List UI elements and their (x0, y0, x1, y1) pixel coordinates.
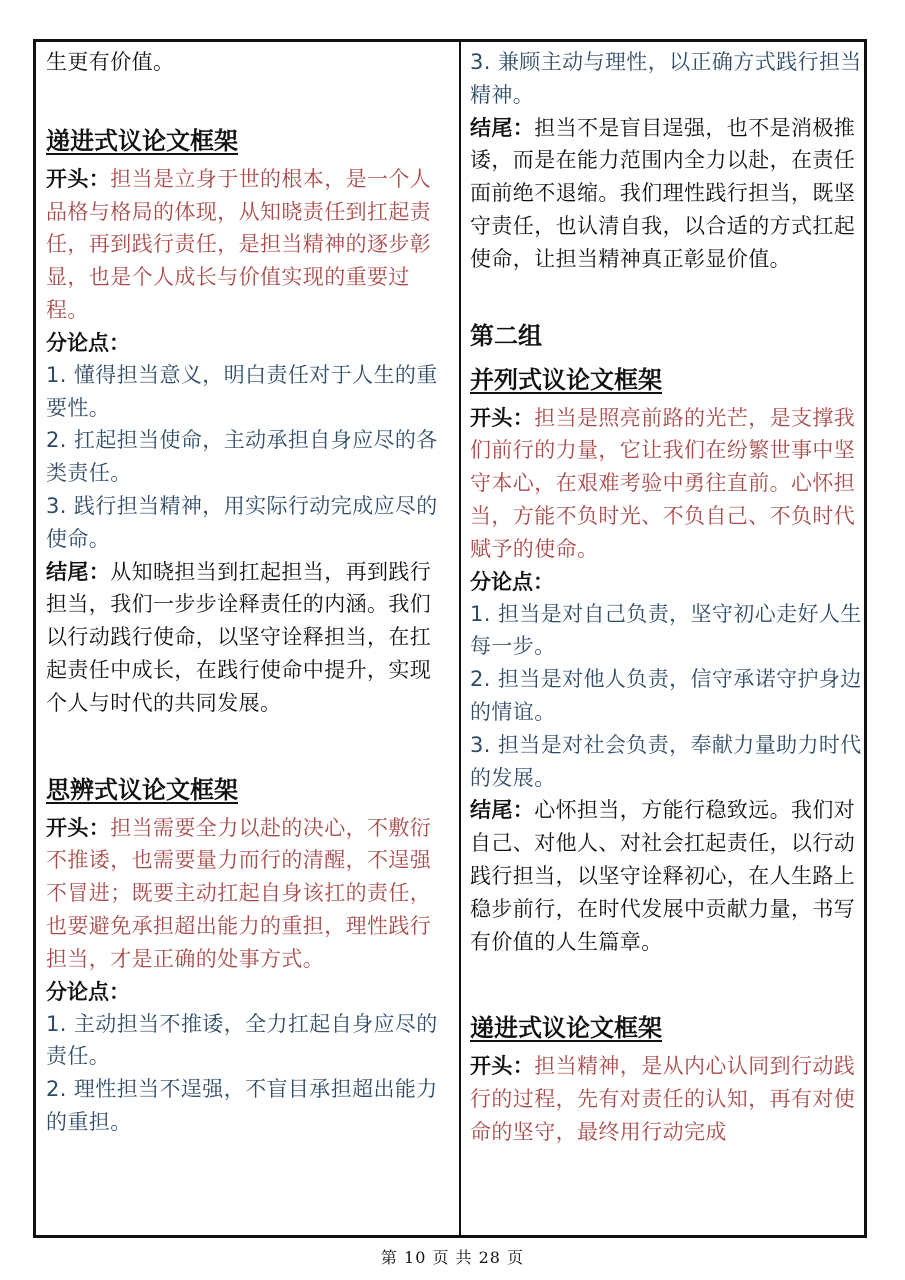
point-item: 3. 践行担当精神，用实际行动完成应尽的使命。 (46, 493, 438, 551)
opening-paragraph (46, 163, 446, 327)
ending-label: 结尾： (470, 115, 535, 140)
section-title-progressive: 递进式议论文框架 (470, 1014, 662, 1043)
section-title-parallel: 并列式议论文框架 (470, 365, 662, 394)
group-title: 第二组 (470, 321, 542, 350)
ending-paragraph (470, 112, 867, 276)
ending-text: 心怀担当，方能行稳致远。我们对自己、对他人、对社会扛起责任，以行动践行担当，以坚守诠释初心，在人生路上稳步前行，在时代发展中贡献力量，书写有价值的人生篇章。 (470, 798, 856, 954)
ending-label: 结尾： (46, 559, 111, 584)
intro-tail-text: 生更有价值。 (46, 50, 175, 74)
opening-label: 开头： (470, 1054, 535, 1079)
right-column (470, 42, 867, 1149)
left-column (46, 42, 446, 1139)
opening-text: 担当需要全力以赴的决心，不敷衍不推诿，也需要量力而行的清醒，不逞强不冒进；既要主动扛起自身该扛的责任，也要避免承担超出能力的重担，理性践行担当，才是正确的处事方式。 (46, 815, 432, 971)
opening-paragraph (46, 812, 446, 976)
point-item: 2. 理性担当不逞强，不盲目承担超出能力的重担。 (46, 1077, 438, 1134)
section-title-progressive: 递进式议论文框架 (46, 126, 238, 155)
points-label: 分论点： (46, 979, 130, 1004)
column-divider (459, 42, 461, 1235)
section-title-dialectical: 思辨式议论文框架 (46, 775, 238, 804)
point-item: 1. 担当是对自己负责，坚守初心走好人生每一步。 (470, 601, 862, 659)
page-frame (33, 39, 867, 1238)
point-item: 1. 主动担当不推诿，全力扛起自身应尽的责任。 (46, 1011, 438, 1069)
ending-text: 从知晓担当到扛起担当，再到践行担当，我们一步步诠释责任的内涵。我们以行动践行使命，以坚守诠释担当，在扛起责任中成长，在践行使命中提升，实现个人与时代的共同发展。 (46, 559, 432, 715)
opening-text: 担当是立身于世的根本，是一个人品格与格局的体现，从知晓责任到扛起责任，再到践行责任，是担当精神的逐步彰显，也是个人成长与价值实现的重要过程。 (46, 166, 432, 322)
opening-text: 担当精神，是从内心认同到行动践行的过程，先有对责任的认知，再有对使命的坚守，最终用行动完成 (470, 1054, 856, 1144)
ending-label: 结尾： (470, 798, 535, 823)
ending-text: 担当不是盲目逞强，也不是消极推诿，而是在能力范围内全力以赴，在责任面前绝不退缩。我们理性践行担当，既坚守责任，也认清自我，以合适的方式扛起使命，让担当精神真正彰显价值。 (470, 115, 856, 271)
points-label: 分论点： (46, 330, 130, 355)
page-number-footer: 第 10 页 共 28 页 (380, 1248, 525, 1267)
opening-paragraph (470, 402, 867, 566)
points-label: 分论点： (470, 569, 554, 594)
point-item: 2. 扛起担当使命，主动承担自身应尽的各类责任。 (46, 428, 438, 486)
point-item: 3. 兼顾主动与理性，以正确方式践行担当精神。 (470, 50, 862, 107)
point-item: 3. 担当是对社会负责，奉献力量助力时代的发展。 (470, 732, 862, 790)
point-item: 1. 懂得担当意义，明白责任对于人生的重要性。 (46, 362, 438, 420)
opening-label: 开头： (46, 815, 111, 840)
opening-label: 开头： (46, 166, 111, 191)
point-item: 2. 担当是对他人负责，信守承诺守护身边的情谊。 (470, 667, 862, 724)
ending-paragraph (470, 794, 867, 958)
opening-label: 开头： (470, 405, 535, 430)
opening-text: 担当是照亮前路的光芒，是支撑我们前行的力量，它让我们在纷繁世事中坚守本心，在艰难考验中勇往直前。心怀担当，方能不负时光、不负自己、不负时代赋予的使命。 (470, 405, 856, 561)
opening-paragraph (470, 1050, 867, 1148)
ending-paragraph (46, 556, 446, 720)
